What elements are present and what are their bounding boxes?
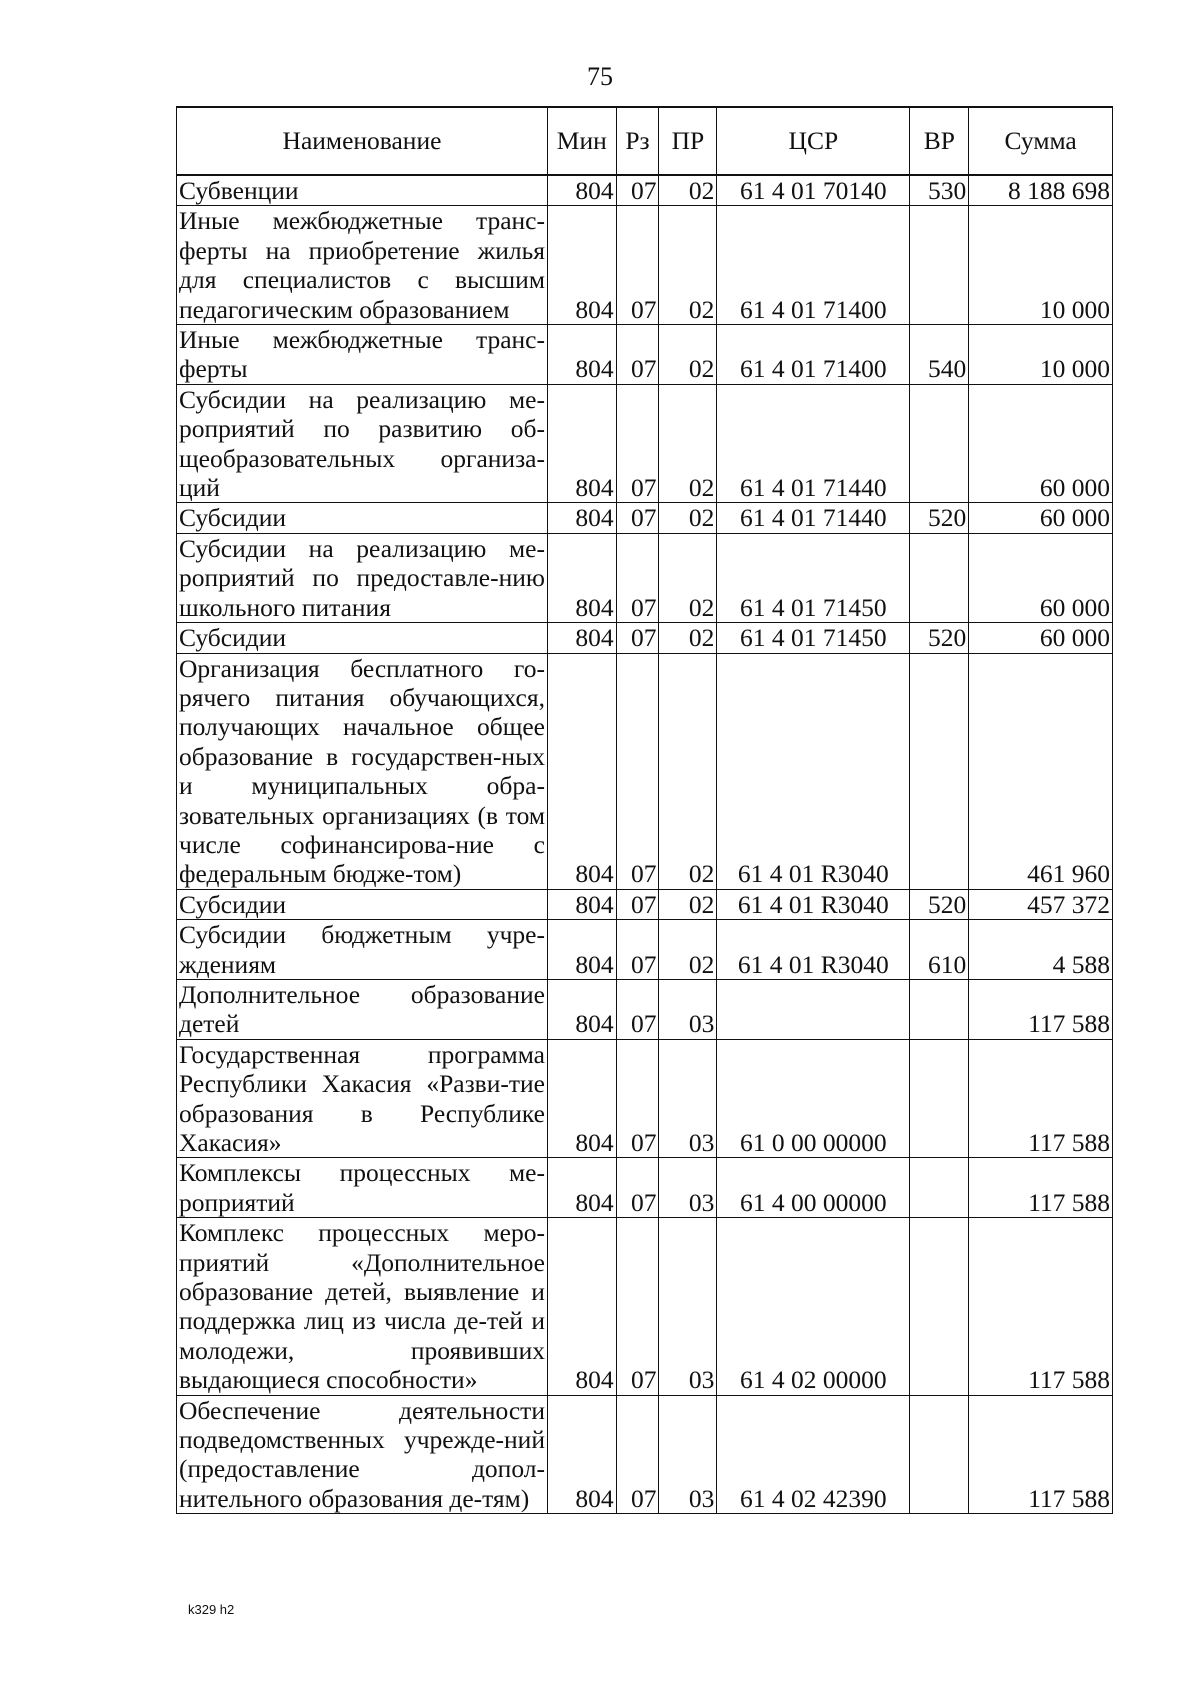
cell-name: Организация бесплатного го-рячего питания обучающихся, получающих начальное общее образование в государствен-ных и муниципальных обра-зовательных организациях (в том числе софинансирова-ние с федеральным бюдже-том) [177, 653, 548, 889]
table-row [177, 623, 1113, 653]
cell-csr: 61 4 01 71400 [717, 325, 910, 385]
cell-sum: 10 000 [969, 206, 1113, 325]
table-row [177, 206, 1113, 325]
cell-vr: 520 [910, 623, 969, 653]
cell-rz: 07 [616, 623, 659, 653]
cell-pr: 03 [659, 979, 717, 1039]
cell-min: 804 [547, 1039, 616, 1158]
cell-csr: 61 4 01 71440 [717, 503, 910, 533]
cell-name: Субвенции [177, 175, 548, 206]
cell-vr: 520 [910, 503, 969, 533]
cell-rz: 07 [616, 1218, 659, 1395]
cell-sum: 117 588 [969, 1218, 1113, 1395]
cell-csr: 61 0 00 00000 [717, 1039, 910, 1158]
header-sum: Сумма [969, 107, 1113, 175]
cell-min: 804 [547, 384, 616, 503]
cell-pr: 03 [659, 1218, 717, 1395]
table-row [177, 920, 1113, 980]
table-row [177, 175, 1113, 206]
cell-vr [910, 206, 969, 325]
cell-name: Комплекс процессных меро-приятий «Дополнительное образование детей, выявление и поддержка лиц из числа де-тей и молодежи, проявивших выдающиеся способности» [177, 1218, 548, 1395]
cell-name: Иные межбюджетные транс-ферты на приобретение жилья для специалистов с высшим педагогическим образованием [177, 206, 548, 325]
cell-vr: 540 [910, 325, 969, 385]
cell-vr [910, 533, 969, 622]
cell-pr: 03 [659, 1158, 717, 1218]
cell-name: Иные межбюджетные транс-ферты [177, 325, 548, 385]
cell-name: Дополнительное образование детей [177, 979, 548, 1039]
cell-pr: 02 [659, 325, 717, 385]
cell-csr: 61 4 01 71440 [717, 384, 910, 503]
cell-vr [910, 1039, 969, 1158]
cell-rz: 07 [616, 889, 659, 919]
cell-min: 804 [547, 1158, 616, 1218]
cell-sum: 461 960 [969, 653, 1113, 889]
header-vr: ВР [910, 107, 969, 175]
cell-rz: 07 [616, 325, 659, 385]
cell-vr: 530 [910, 175, 969, 206]
header-rz: Рз [616, 107, 659, 175]
cell-sum: 117 588 [969, 1039, 1113, 1158]
cell-pr: 02 [659, 503, 717, 533]
cell-min: 804 [547, 623, 616, 653]
cell-pr: 02 [659, 384, 717, 503]
cell-csr [717, 979, 910, 1039]
cell-csr: 61 4 02 42390 [717, 1395, 910, 1514]
header-min: Мин [547, 107, 616, 175]
cell-name: Субсидии [177, 623, 548, 653]
cell-pr: 02 [659, 206, 717, 325]
table-row [177, 653, 1113, 889]
cell-sum: 10 000 [969, 325, 1113, 385]
cell-pr: 03 [659, 1395, 717, 1514]
cell-vr [910, 979, 969, 1039]
cell-vr: 610 [910, 920, 969, 980]
cell-pr: 02 [659, 175, 717, 206]
table-row [177, 889, 1113, 919]
table-body [177, 175, 1113, 1514]
cell-min: 804 [547, 533, 616, 622]
cell-csr: 61 4 02 00000 [717, 1218, 910, 1395]
cell-min: 804 [547, 325, 616, 385]
cell-rz: 07 [616, 384, 659, 503]
cell-rz: 07 [616, 1158, 659, 1218]
cell-pr: 02 [659, 653, 717, 889]
cell-sum: 117 588 [969, 1158, 1113, 1218]
cell-csr: 61 4 01 71400 [717, 206, 910, 325]
cell-name: Субсидии [177, 889, 548, 919]
budget-table [176, 106, 1113, 1514]
cell-sum: 457 372 [969, 889, 1113, 919]
cell-sum: 8 188 698 [969, 175, 1113, 206]
cell-min: 804 [547, 1395, 616, 1514]
cell-sum: 4 588 [969, 920, 1113, 980]
cell-min: 804 [547, 920, 616, 980]
cell-pr: 02 [659, 623, 717, 653]
header-pr: ПР [659, 107, 717, 175]
cell-pr: 02 [659, 533, 717, 622]
cell-csr: 61 4 01 R3040 [717, 920, 910, 980]
cell-vr: 520 [910, 889, 969, 919]
table-row [177, 325, 1113, 385]
cell-name: Комплексы процессных ме-роприятий [177, 1158, 548, 1218]
cell-name: Государственная программа Республики Хакасия «Разви-тие образования в Республике Хакасия» [177, 1039, 548, 1158]
cell-pr: 02 [659, 889, 717, 919]
cell-sum: 60 000 [969, 503, 1113, 533]
cell-vr [910, 653, 969, 889]
table-row [177, 533, 1113, 622]
table-row [177, 979, 1113, 1039]
cell-min: 804 [547, 175, 616, 206]
cell-name: Субсидии [177, 503, 548, 533]
page-number: 75 [587, 62, 613, 91]
cell-rz: 07 [616, 503, 659, 533]
cell-name: Субсидии на реализацию ме-роприятий по предоставле-нию школьного питания [177, 533, 548, 622]
header-csr: ЦСР [717, 107, 910, 175]
cell-csr: 61 4 01 71450 [717, 623, 910, 653]
footer-code: k329 h2 [188, 1602, 235, 1617]
cell-min: 804 [547, 503, 616, 533]
table-row [177, 1039, 1113, 1158]
cell-rz: 07 [616, 653, 659, 889]
cell-sum: 117 588 [969, 979, 1113, 1039]
cell-rz: 07 [616, 175, 659, 206]
cell-name: Обеспечение деятельности подведомственных учрежде-ний (предоставление допол-нительного образования де-тям) [177, 1395, 548, 1514]
cell-sum: 117 588 [969, 1395, 1113, 1514]
cell-rz: 07 [616, 533, 659, 622]
cell-rz: 07 [616, 1039, 659, 1158]
table-row [177, 503, 1113, 533]
table-row [177, 384, 1113, 503]
cell-vr [910, 384, 969, 503]
cell-name: Субсидии на реализацию ме-роприятий по развитию об-щеобразовательных организа-ций [177, 384, 548, 503]
cell-csr: 61 4 01 R3040 [717, 653, 910, 889]
cell-sum: 60 000 [969, 533, 1113, 622]
table-header-row [177, 107, 1113, 175]
cell-sum: 60 000 [969, 623, 1113, 653]
cell-csr: 61 4 01 70140 [717, 175, 910, 206]
cell-pr: 02 [659, 920, 717, 980]
cell-min: 804 [547, 1218, 616, 1395]
cell-sum: 60 000 [969, 384, 1113, 503]
cell-vr [910, 1395, 969, 1514]
cell-vr [910, 1158, 969, 1218]
cell-min: 804 [547, 979, 616, 1039]
cell-csr: 61 4 00 00000 [717, 1158, 910, 1218]
table-row [177, 1158, 1113, 1218]
cell-min: 804 [547, 653, 616, 889]
cell-min: 804 [547, 889, 616, 919]
cell-name: Субсидии бюджетным учре-ждениям [177, 920, 548, 980]
cell-csr: 61 4 01 71450 [717, 533, 910, 622]
cell-rz: 07 [616, 1395, 659, 1514]
table-row [177, 1218, 1113, 1395]
cell-rz: 07 [616, 206, 659, 325]
cell-min: 804 [547, 206, 616, 325]
header-name: Наименование [177, 107, 548, 175]
cell-pr: 03 [659, 1039, 717, 1158]
cell-vr [910, 1218, 969, 1395]
table-row [177, 1395, 1113, 1514]
cell-rz: 07 [616, 920, 659, 980]
cell-rz: 07 [616, 979, 659, 1039]
cell-csr: 61 4 01 R3040 [717, 889, 910, 919]
